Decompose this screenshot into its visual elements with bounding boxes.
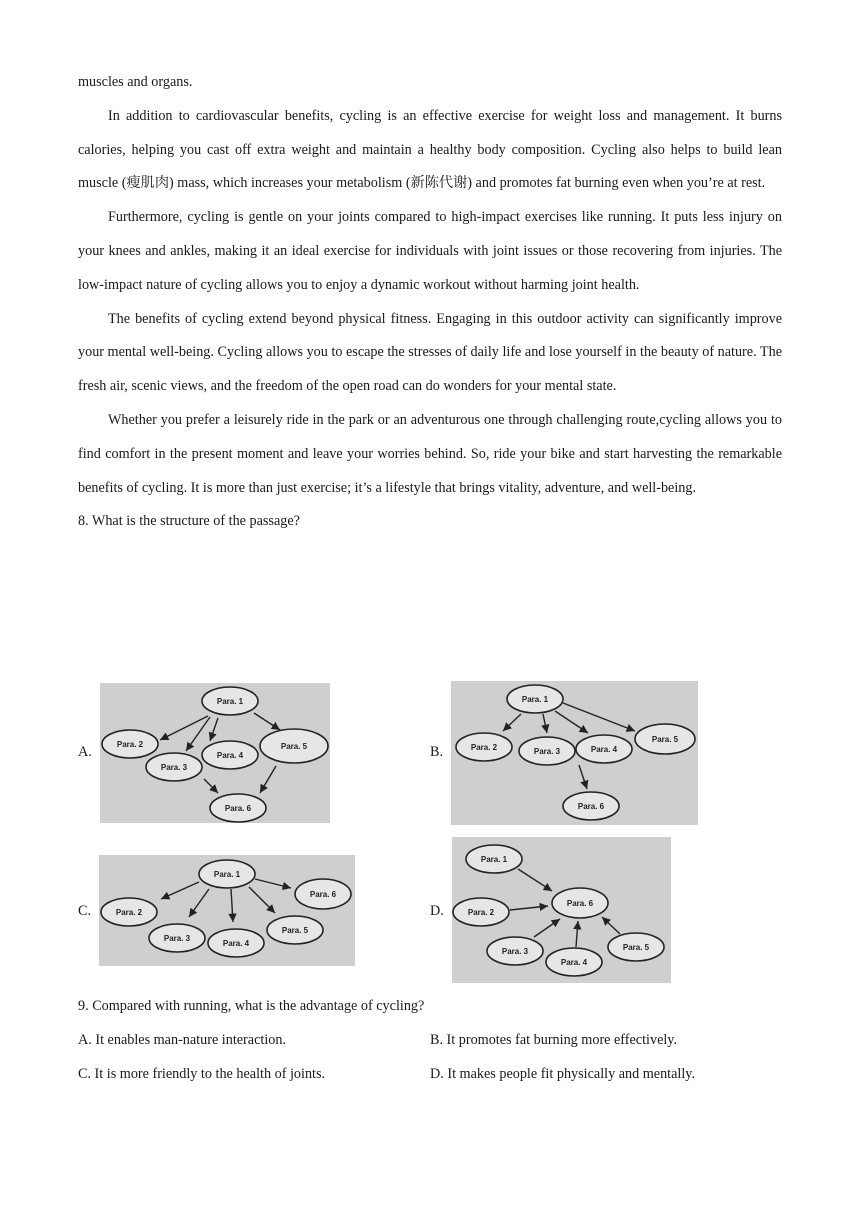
question-8: 8. What is the structure of the passage? (78, 513, 300, 530)
node-label-5: Para. 5 (280, 742, 308, 751)
passage-paragraph-1: muscles and organs. (78, 74, 193, 90)
option-b-letter: B. (430, 744, 444, 760)
node-label-1: Para. 1 (213, 870, 241, 879)
node-label-4: Para. 4 (560, 958, 588, 967)
node-label-6: Para. 6 (566, 899, 594, 908)
node-label-6: Para. 6 (577, 802, 605, 811)
node-label-1: Para. 1 (216, 697, 244, 706)
node-label-3: Para. 3 (533, 747, 561, 756)
passage-paragraph-2: In addition to cardiovascular benefits, cycling is an effective exercise for weight loss and management. It burns calories, helping you cast off extra weight and maintain a healthy body composition. Cycling also helps to build lean muscle (瘦肌肉) mass, which increases your metabolism (新陈代谢) and promotes fat burning even when you’re at rest. (78, 107, 782, 192)
q9-option-d[interactable]: D. It makes people fit physically and mentally. (430, 1066, 696, 1082)
option-c-diagram[interactable] (99, 855, 355, 966)
node-label-2: Para. 2 (116, 740, 144, 749)
question-9: 9. Compared with running, what is the advantage of cycling? (78, 998, 425, 1014)
node-label-2: Para. 2 (115, 908, 143, 917)
q8-options-row-1 (78, 682, 782, 832)
passage (78, 66, 782, 539)
node-label-4: Para. 4 (222, 939, 250, 948)
node-label-4: Para. 4 (590, 745, 618, 754)
passage-paragraph-5: Whether you prefer a leisurely ride in the park or an adventurous one through challenging route,cycling allows you to find comfort in the present moment and leave your worries behind. So, ride your bike and start harvesting the remarkable benefits of cycling. It is more than just exercise; it’s a lifestyle that brings vitality, adventure, and well-being. (78, 411, 782, 496)
option-a-diagram[interactable] (100, 683, 330, 823)
option-d-diagram[interactable] (452, 837, 671, 983)
node-label-5: Para. 5 (651, 735, 679, 744)
option-d-letter: D. (430, 903, 444, 919)
q9-option-b[interactable]: B. It promotes fat burning more effectively. (430, 1032, 678, 1048)
node-label-2: Para. 2 (470, 743, 498, 752)
node-label-2: Para. 2 (467, 908, 495, 917)
node-label-6: Para. 6 (309, 890, 337, 899)
node-label-1: Para. 1 (521, 695, 549, 704)
node-label-3: Para. 3 (160, 763, 188, 772)
q8-options-row-2 (78, 836, 782, 986)
option-c-letter: C. (78, 903, 92, 919)
option-a-letter: A. (78, 744, 92, 760)
node-label-5: Para. 5 (281, 926, 309, 935)
passage-paragraph-4: The benefits of cycling extend beyond physical fitness. Engaging in this outdoor activity can significantly improve your mental well-being. Cycling allows you to escape the stresses of daily life and lose yourself in the beauty of nature. The fresh air, scenic views, and the freedom of the open road can do wonders for your mental state. (78, 310, 782, 395)
node-label-1: Para. 1 (480, 855, 508, 864)
passage-paragraph-3: Furthermore, cycling is gentle on your joints compared to high-impact exercises like running. It puts less injury on your knees and ankles, making it an ideal exercise for individuals with joint issues or those recovering from injuries. The low-impact nature of cycling allows you to enjoy a dynamic workout without harming joint health. (78, 209, 782, 293)
node-label-5: Para. 5 (622, 943, 650, 952)
q9-option-c[interactable]: C. It is more friendly to the health of joints. (78, 1066, 326, 1082)
node-label-3: Para. 3 (501, 947, 529, 956)
node-label-3: Para. 3 (163, 934, 191, 943)
node-label-6: Para. 6 (224, 804, 252, 813)
option-b-diagram[interactable] (451, 681, 698, 825)
node-label-4: Para. 4 (216, 751, 244, 760)
q9-option-a[interactable]: A. It enables man-nature interaction. (78, 1032, 286, 1048)
